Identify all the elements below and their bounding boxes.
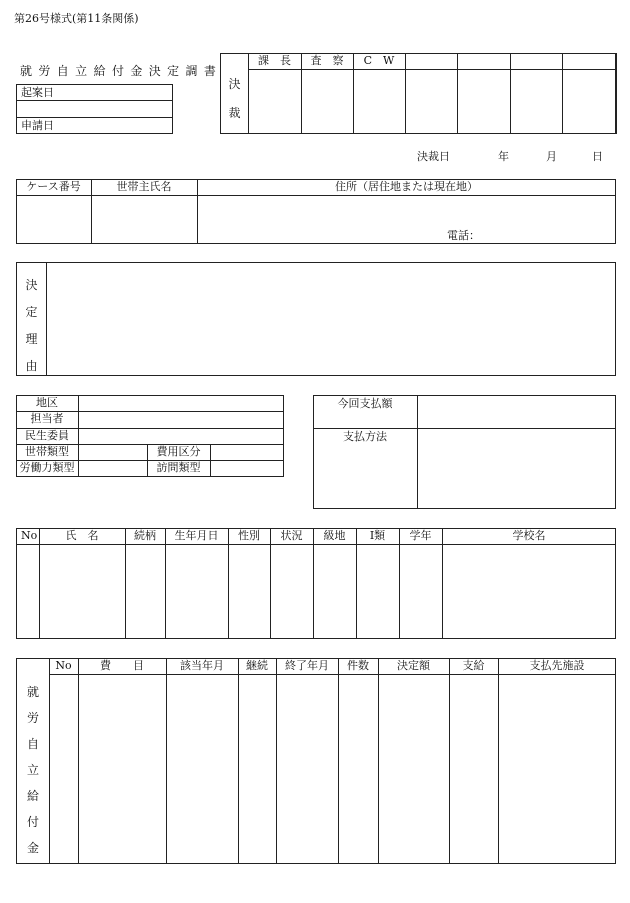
title-char: 給 bbox=[93, 64, 106, 78]
benefit-vertical-char: 就 bbox=[26, 685, 39, 699]
title-char: 調 bbox=[185, 64, 198, 78]
member-column-header: 性別 bbox=[238, 529, 260, 542]
benefit-column-header: 終了年月 bbox=[285, 659, 329, 672]
benefit-column-header: 支給 bbox=[462, 659, 485, 672]
member-column-header: 生年月日 bbox=[174, 529, 219, 542]
approval-column-header: 課 長 bbox=[258, 54, 291, 67]
title-char: 立 bbox=[75, 64, 88, 78]
draft-date-label: 起案日 bbox=[21, 86, 54, 99]
member-column-header: 学年 bbox=[409, 529, 432, 542]
payment-method-label: 支払方法 bbox=[343, 430, 387, 443]
reason-vertical-label bbox=[17, 276, 46, 374]
benefit-column-header: 件数 bbox=[347, 659, 369, 672]
title-char: 自 bbox=[56, 64, 69, 78]
approval-vertical-label bbox=[221, 75, 248, 121]
member-column-header: 状況 bbox=[280, 529, 303, 542]
benefit-column-header: 継続 bbox=[246, 659, 268, 672]
title-char: 付 bbox=[111, 64, 124, 78]
reason-vertical-char: 定 bbox=[25, 305, 38, 319]
benefit-vertical-char: 金 bbox=[26, 841, 39, 855]
payment-amount-label: 今回支払額 bbox=[337, 397, 393, 410]
household-type-label: 世帯類型 bbox=[25, 445, 69, 458]
decision-day: 日 bbox=[592, 150, 603, 163]
benefit-column-header: 費 目 bbox=[100, 659, 144, 672]
approval-vertical-char: 決 bbox=[228, 77, 241, 91]
form-number: 第26号様式(第11条関係) bbox=[14, 12, 139, 25]
case-number-header: ケース番号 bbox=[26, 180, 81, 193]
household-head-header: 世帯主氏名 bbox=[116, 180, 172, 193]
benefit-table bbox=[16, 658, 616, 864]
benefit-column-header: 該当年月 bbox=[180, 659, 224, 672]
member-column-header: 氏 名 bbox=[65, 529, 99, 542]
title-char: 定 bbox=[167, 64, 180, 78]
decision-month: 月 bbox=[546, 150, 557, 163]
benefit-column-header: No bbox=[55, 659, 72, 672]
welfare-commissioner-label: 民生委員 bbox=[25, 429, 69, 442]
member-column-header: Ⅰ類 bbox=[369, 529, 386, 542]
title-char: 決 bbox=[148, 64, 161, 78]
member-column-header: No bbox=[21, 529, 38, 542]
benefit-vertical-label bbox=[17, 683, 49, 856]
form-title bbox=[20, 62, 216, 79]
member-column-header: 続柄 bbox=[134, 529, 156, 542]
member-column-header: 学校名 bbox=[512, 529, 546, 542]
district-label: 地区 bbox=[36, 396, 58, 409]
reason-vertical-char: 由 bbox=[25, 359, 38, 373]
benefit-vertical-char: 自 bbox=[26, 737, 39, 751]
reason-vertical-char: 決 bbox=[25, 278, 38, 292]
decision-date-label: 決裁日 bbox=[417, 150, 450, 163]
visit-type-label: 訪問類型 bbox=[156, 461, 201, 474]
address-header: 住所（居住地または現在地） bbox=[335, 180, 478, 193]
benefit-column-header: 決定額 bbox=[397, 659, 430, 672]
reason-vertical-char: 理 bbox=[25, 332, 38, 346]
approval-column-header: C W bbox=[363, 54, 395, 67]
title-char: 労 bbox=[38, 64, 51, 78]
benefit-vertical-char: 給 bbox=[26, 789, 39, 803]
apply-date-label: 申請日 bbox=[21, 119, 54, 132]
title-char: 金 bbox=[130, 64, 143, 78]
approval-vertical-char: 裁 bbox=[228, 106, 241, 120]
title-char: 就 bbox=[20, 64, 33, 78]
payment-box bbox=[313, 395, 616, 509]
phone-label: 電話： bbox=[447, 229, 480, 242]
approval-column-header: 査 察 bbox=[310, 54, 344, 67]
cost-class-label: 費用区分 bbox=[156, 445, 201, 458]
benefit-column-header: 支払先施設 bbox=[529, 659, 585, 672]
decision-year: 年 bbox=[498, 150, 509, 163]
labor-type-label: 労働力類型 bbox=[19, 461, 75, 474]
title-char: 書 bbox=[203, 64, 216, 78]
benefit-vertical-char: 労 bbox=[26, 711, 39, 725]
decision-reason-box bbox=[16, 262, 616, 376]
benefit-vertical-char: 付 bbox=[26, 815, 39, 829]
staff-label: 担当者 bbox=[30, 412, 64, 425]
benefit-vertical-char: 立 bbox=[26, 763, 39, 777]
member-column-header: 級地 bbox=[323, 529, 346, 542]
